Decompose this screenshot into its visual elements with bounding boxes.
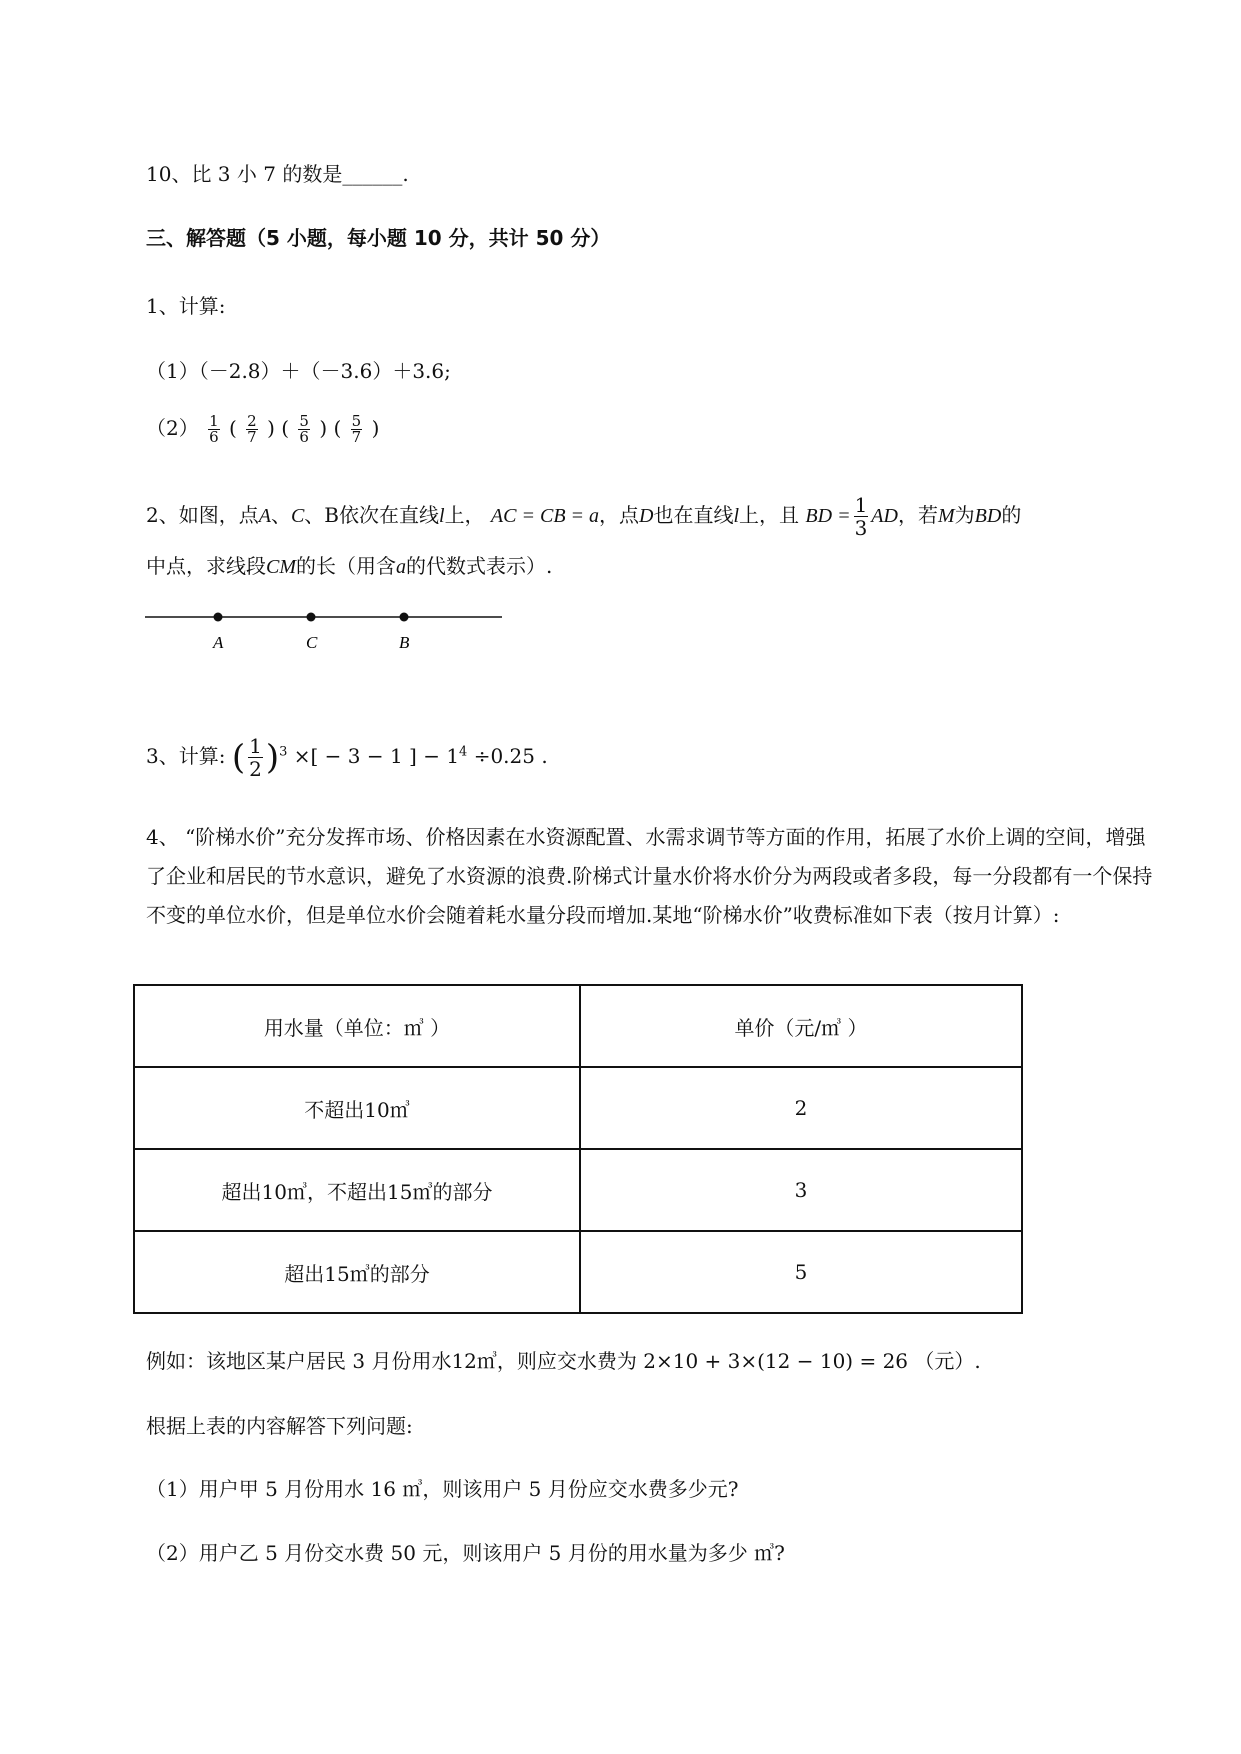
fraction-3: $\frac{5}{6}$ — [299, 412, 309, 446]
fraction-one-third: $\frac{1}{3}$ — [854, 493, 868, 540]
example-text: 例如：该地区某户居民 3 月份用水12㎥，则应交水费为 2×10 + 3×(12 − 10) = 26 （元）. — [146, 1349, 981, 1373]
header-price: 单价（元/㎥ ） — [580, 985, 1022, 1067]
sub-question-2: （2）用户乙 5 月份交水费 50 元，则该用户 5 月份的用水量为多少 ㎥? — [146, 1541, 785, 1565]
point-c — [307, 613, 316, 622]
point-a — [214, 613, 223, 622]
water-price-table — [133, 984, 1023, 1314]
problem-2-line-2: 中点，求线段CM的长（用含a的代数式表示）. — [146, 554, 553, 578]
fraction-1: $\frac{1}{6}$ — [209, 412, 219, 446]
problem-3: 3、计算: ( $\frac{1}{2}$ )$^3$ ×[ − 3 − 1 ] − $1^4 \div 0.25$ . — [146, 734, 548, 781]
table-row: 超出15㎥的部分 5 — [134, 1231, 1022, 1313]
header-usage: 用水量（单位：㎥ ） — [134, 985, 580, 1067]
fraction-4: $\frac{5}{7}$ — [351, 412, 362, 446]
problem-3-label: 3、计算: — [146, 744, 226, 768]
problem-1-part-2: （2） $\frac{1}{6}$ ( $\frac{2}{7}$ ) ( $\frac{5}{6}$ ) ( $\frac{5}{7}$ ) — [146, 412, 380, 446]
line-segment-diagram — [140, 600, 510, 660]
table-header-row — [134, 985, 1022, 1067]
point-b — [400, 613, 409, 622]
problem-1-title: 1、计算: — [146, 294, 226, 318]
label-a: A — [213, 633, 224, 652]
table-row: 不超出10㎥ 2 — [134, 1067, 1022, 1149]
fraction-one-half: $\frac{1}{2}$ — [249, 734, 262, 781]
problem-2-line-1: 2、如图，点A、C、B依次在直线l上， AC = CB = a，点D也在直线l上，且 BD = $\frac{1}{3}$ AD，若M为BD的 — [146, 493, 1022, 540]
prompt-text: 根据上表的内容解答下列问题: — [146, 1414, 413, 1438]
question-10: 10、比 3 小 7 的数是______. — [146, 162, 409, 186]
sub-question-1: （1）用户甲 5 月份用水 16 ㎥，则该用户 5 月份应交水费多少元? — [146, 1477, 739, 1501]
equation-ac-cb: AC = CB = a — [490, 505, 600, 527]
table-row: 超出10㎥，不超出15㎥的部分 3 — [134, 1149, 1022, 1231]
problem-3-expression: ×[ − 3 − 1 ] − 1 — [293, 744, 460, 768]
fraction-2: $\frac{2}{7}$ — [247, 412, 257, 446]
problem-4-paragraph: 4、 “阶梯水价”充分发挥市场、价格因素在水资源配置、水需求调节等方面的作用，拓展了水价上调的空间，增强了企业和居民的节水意识，避免了水资源的浪费.阶梯式计量水价将水价分为两段或者多段，每一分段都有一个保持不变的单位水价，但是单位水价会随着耗水量分段而增加.某地“阶梯水价”收费标准如下表（按月计算）: — [146, 825, 1153, 927]
label-b: B — [399, 633, 410, 652]
label-c: C — [306, 633, 318, 652]
problem-1-part-1: （1）（－2.8）＋（－3.6）＋3.6; — [146, 359, 451, 383]
section-heading: 三、解答题（5 小题，每小题 10 分，共计 50 分） — [146, 226, 611, 250]
part-2-label: （2） — [146, 416, 199, 440]
